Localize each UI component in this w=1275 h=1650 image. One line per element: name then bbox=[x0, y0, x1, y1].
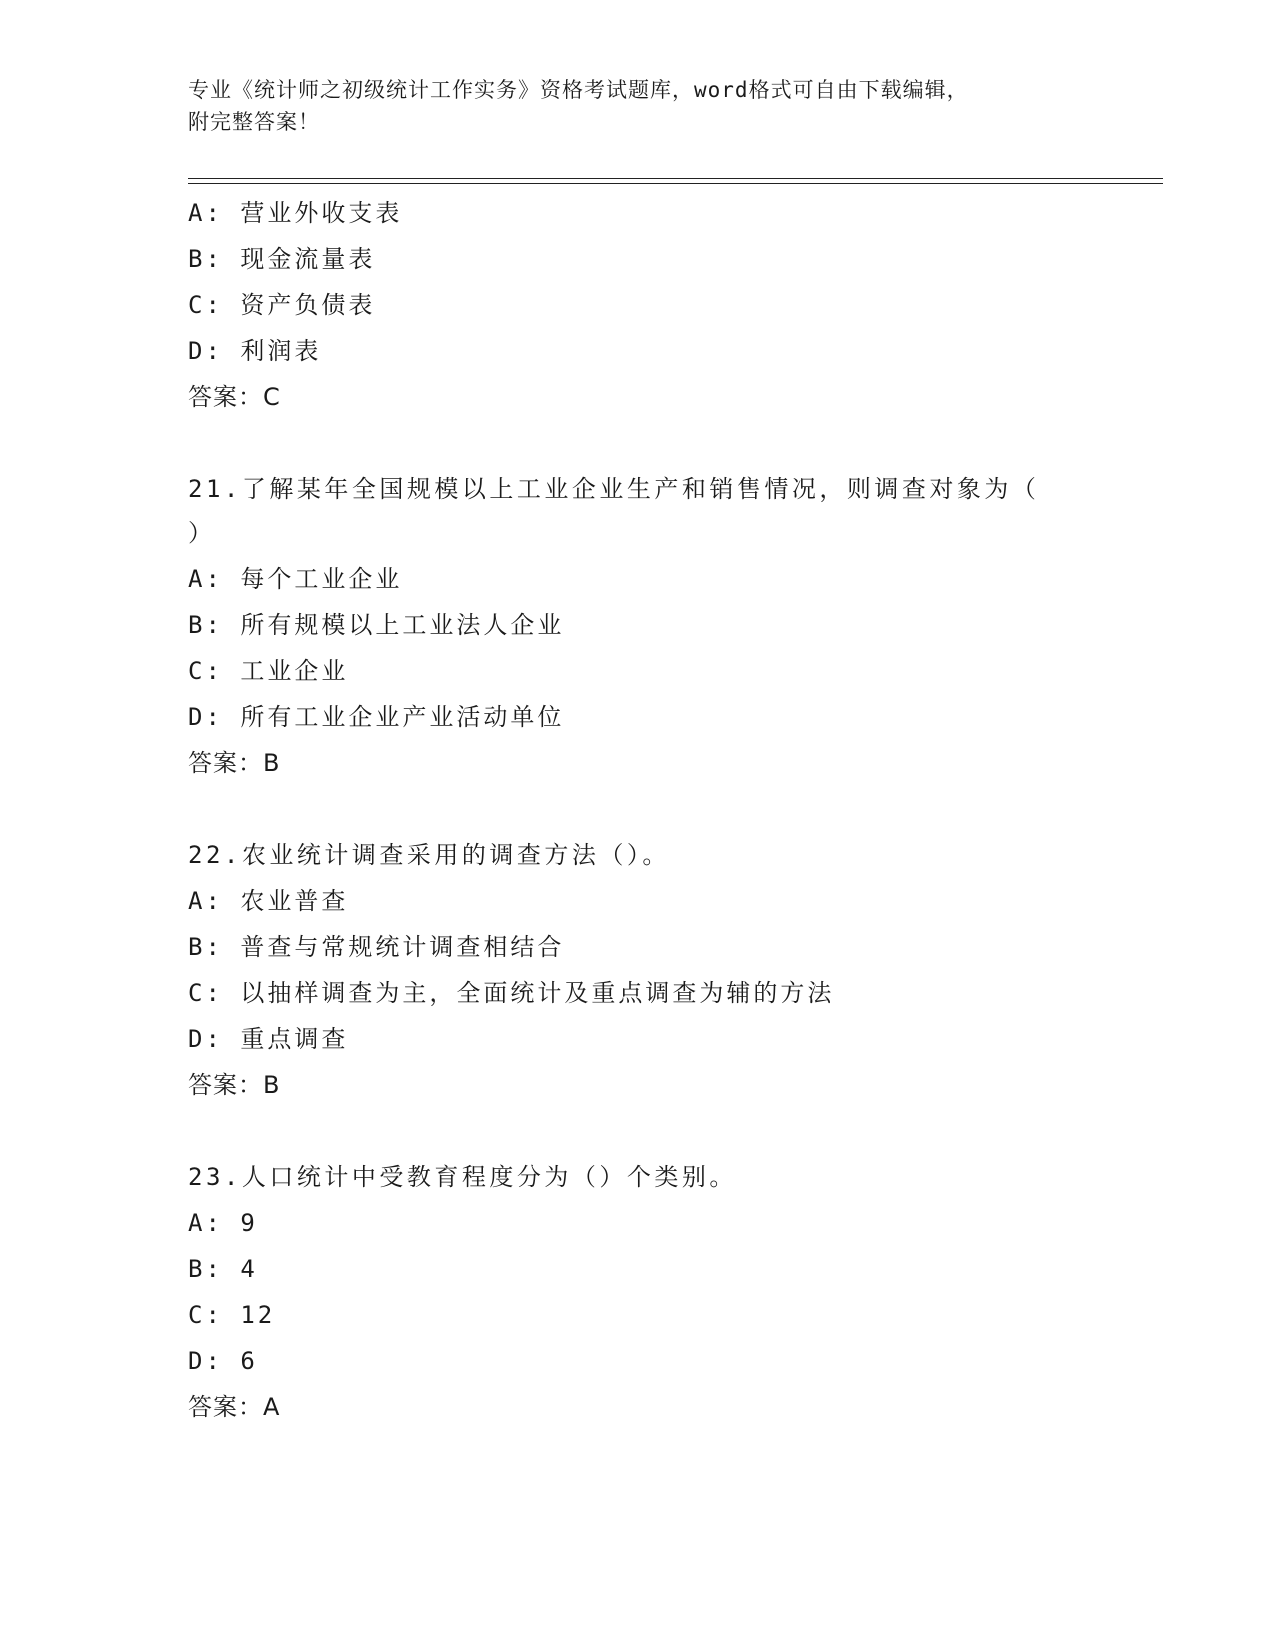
option-key: A: bbox=[188, 887, 223, 915]
option-key: D: bbox=[188, 1347, 223, 1375]
option-text: 12 bbox=[240, 1301, 276, 1329]
option-d bbox=[188, 328, 1148, 374]
option-key: C: bbox=[188, 657, 223, 685]
option-text: 以抽样调查为主，全面统计及重点调查为辅的方法 bbox=[240, 979, 835, 1007]
option-text: 每个工业企业 bbox=[240, 565, 403, 593]
answer-line: 答案：A bbox=[188, 1393, 281, 1421]
question-text-continued: ） bbox=[188, 519, 216, 547]
question-list bbox=[188, 190, 1148, 1430]
option-a bbox=[188, 190, 1148, 236]
option-c bbox=[188, 1292, 1148, 1338]
header-divider-bottom bbox=[188, 183, 1163, 184]
option-text: 普查与常规统计调查相结合 bbox=[240, 933, 565, 961]
answer-line: 答案：B bbox=[188, 749, 281, 777]
option-text: 所有规模以上工业法人企业 bbox=[240, 611, 565, 639]
question-block-prev bbox=[188, 190, 1148, 420]
option-text: 现金流量表 bbox=[240, 245, 376, 273]
option-d bbox=[188, 1016, 1148, 1062]
option-text: 工业企业 bbox=[240, 657, 349, 685]
option-a bbox=[188, 1200, 1148, 1246]
answer-line: 答案：B bbox=[188, 1071, 281, 1099]
question-block-23 bbox=[188, 1154, 1148, 1430]
option-b bbox=[188, 1246, 1148, 1292]
option-text: 所有工业企业产业活动单位 bbox=[240, 703, 565, 731]
document-header bbox=[188, 74, 1088, 138]
option-key: D: bbox=[188, 703, 223, 731]
option-c bbox=[188, 282, 1148, 328]
spacer bbox=[188, 1108, 1148, 1154]
header-line-2: 附完整答案！ bbox=[188, 110, 320, 134]
option-b bbox=[188, 236, 1148, 282]
option-key: D: bbox=[188, 337, 223, 365]
option-c bbox=[188, 970, 1148, 1016]
question-block-21 bbox=[188, 466, 1148, 786]
option-key: C: bbox=[188, 1301, 223, 1329]
option-key: D: bbox=[188, 1025, 223, 1053]
option-d bbox=[188, 694, 1148, 740]
option-key: A: bbox=[188, 199, 223, 227]
option-text: 6 bbox=[240, 1347, 258, 1375]
option-key: B: bbox=[188, 1255, 223, 1283]
option-key: C: bbox=[188, 979, 223, 1007]
option-d bbox=[188, 1338, 1148, 1384]
header-divider-top bbox=[188, 178, 1163, 179]
option-b bbox=[188, 602, 1148, 648]
option-c bbox=[188, 648, 1148, 694]
option-text: 9 bbox=[240, 1209, 258, 1237]
option-a bbox=[188, 878, 1148, 924]
option-key: B: bbox=[188, 933, 223, 961]
option-text: 4 bbox=[240, 1255, 258, 1283]
question-text: 22.农业统计调查采用的调查方法（）。 bbox=[188, 841, 670, 869]
option-text: 营业外收支表 bbox=[240, 199, 403, 227]
option-key: A: bbox=[188, 1209, 223, 1237]
answer-line: 答案：C bbox=[188, 383, 281, 411]
question-block-22 bbox=[188, 832, 1148, 1108]
question-text: 23.人口统计中受教育程度分为（）个类别。 bbox=[188, 1163, 737, 1191]
option-text: 利润表 bbox=[240, 337, 322, 365]
option-key: B: bbox=[188, 611, 223, 639]
header-line-1: 专业《统计师之初级统计工作实务》资格考试题库，word格式可自由下载编辑， bbox=[188, 78, 969, 102]
option-text: 重点调查 bbox=[240, 1025, 349, 1053]
question-text: 21.了解某年全国规模以上工业企业生产和销售情况，则调查对象为（ bbox=[188, 475, 1040, 503]
option-key: A: bbox=[188, 565, 223, 593]
option-a bbox=[188, 556, 1148, 602]
option-key: C: bbox=[188, 291, 223, 319]
option-text: 农业普查 bbox=[240, 887, 349, 915]
spacer bbox=[188, 786, 1148, 832]
option-b bbox=[188, 924, 1148, 970]
spacer bbox=[188, 420, 1148, 466]
option-key: B: bbox=[188, 245, 223, 273]
option-text: 资产负债表 bbox=[240, 291, 376, 319]
